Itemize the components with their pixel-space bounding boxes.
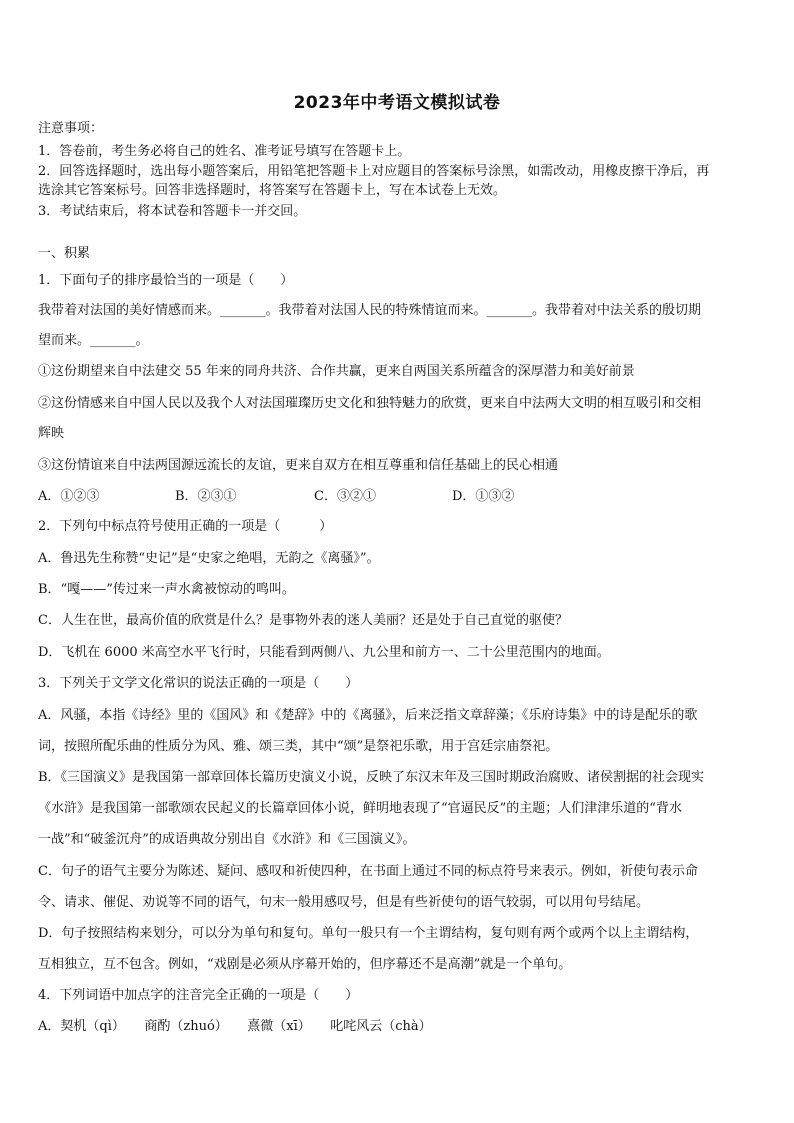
q3-option-b-cont2: 一战”和“破釜沉舟”的成语典故分别出自《水浒》和《三国演义》。 xyxy=(38,832,416,847)
q2-option-b: B．“嘎——”传过来一声水禽被惊动的鸣叫。 xyxy=(38,582,295,597)
q1-option-b: B．②③① xyxy=(175,489,237,504)
q2-option-c: C．人生在世，最高价值的欣赏是什么？是事物外表的迷人美丽？还是处于自己直觉的驱使？ xyxy=(38,613,568,628)
q4-option-a: A．契机（qì） 商酌（zhuó） 熹微（xī） 叱咤风云（chà） xyxy=(38,1019,432,1034)
q2-option-d: D．飞机在 6000 米高空水平飞行时，只能看到两侧八、九公里和前方一、二十公里范围内的地面。 xyxy=(38,645,610,660)
q1-sentence-3: ③这份情谊来自中法两国源远流长的友谊，更来自双方在相互尊重和信任基础上的民心相通 xyxy=(38,458,559,473)
q2-option-a: A．鲁迅先生称赞“史记”是“史家之绝唱，无韵之《离骚》”。 xyxy=(38,551,380,566)
section-heading: 一、积累 xyxy=(38,246,91,261)
q3-option-a-cont: 词，按照所配乐曲的性质分为风、雅、颂三类，其中“颂”是祭祀乐歌，用于宫廷宗庙祭祀。 xyxy=(38,739,559,754)
q1-option-a: A．①②③ xyxy=(38,489,100,504)
q3-option-c: C．句子的语气主要分为陈述、疑问、感叹和祈使四种，在书面上通过不同的标点符号来表示。例如，祈使句表示命 xyxy=(38,864,698,879)
q1-sentence-2: ②这份情感来自中国人民以及我个人对法国璀璨历史文化和独特魅力的欣赏，更来自中法两大文明的相互吸引和交相 xyxy=(38,396,702,411)
q1-stem: 1．下面句子的排序最恰当的一项是（ ） xyxy=(38,273,294,288)
notice-heading: 注意事项： xyxy=(38,121,104,136)
q1-sentence-2-cont: 辉映 xyxy=(38,426,65,441)
q3-option-c-cont: 令、请求、催促、劝说等不同的语气，句末一般用感叹号，但是有些祈使句的语气较弱，可以用句号结尾。 xyxy=(38,895,650,910)
q1-option-c: C．③②① xyxy=(314,489,376,504)
q3-option-d: D．句子按照结构来划分，可以分为单句和复句。单句一般只有一个主谓结构，复句则有两个或两个以上主谓结构， xyxy=(38,926,699,941)
q3-option-d-cont: 互相独立，互不包含。例如，“戏剧是必须从序幕开始的，但序幕还不是高潮”就是一个单句。 xyxy=(38,957,572,972)
q1-option-d: D．①③② xyxy=(452,489,515,504)
q4-stem: 4．下列词语中加点字的注音完全正确的一项是（ ） xyxy=(38,988,359,1003)
q2-stem: 2．下列句中标点符号使用正确的一项是（ ） xyxy=(38,519,333,534)
q1-sentence-1: ①这份期望来自中法建交 55 年来的同舟共济、合作共赢，更来自两国关系所蕴含的深厚潜力和美好前景 xyxy=(38,364,635,379)
q3-option-b: B．《三国演义》是我国第一部章回体长篇历史演义小说，反映了东汉末年及三国时期政治腐败、诸侯割据的社会现实 xyxy=(38,770,705,785)
notice-item-2: 2．回答选择题时，选出每小题答案后，用铅笔把答题卡上对应题目的答案标号涂黑，如需改动，用橡皮擦干净后，再 xyxy=(38,164,710,179)
q3-option-a: A．风骚，本指《诗经》里的《国风》和《楚辞》中的《离骚》，后来泛指文章辞藻；《乐府诗集》中的诗是配乐的歌 xyxy=(38,708,698,723)
notice-item-2-cont: 选涂其它答案标号。回答非选择题时，将答案写在答题卡上，写在本试卷上无效。 xyxy=(38,183,507,198)
notice-item-1: 1．答卷前，考生务必将自己的姓名、准考证号填写在答题卡上。 xyxy=(38,144,411,159)
q1-text-line1: 我带着对法国的美好情感而来。_______。我带着对法国人民的特殊情谊而来。_______。我带着对中法关系的殷切期 xyxy=(38,303,702,318)
q3-stem: 3．下列关于文学文化常识的说法正确的一项是（ ） xyxy=(38,676,359,691)
notice-item-3: 3．考试结束后，将本试卷和答题卡一并交回。 xyxy=(38,204,307,219)
q1-text-line2: 望而来。_______。 xyxy=(38,333,149,348)
exam-title: 2023年中考语文模拟试卷 xyxy=(293,93,501,113)
q3-option-b-cont1: 《水浒》是我国第一部歌颂农民起义的长篇章回体小说，鲜明地表现了“官逼民反”的主题；人们津津乐道的“背水 xyxy=(38,801,682,816)
